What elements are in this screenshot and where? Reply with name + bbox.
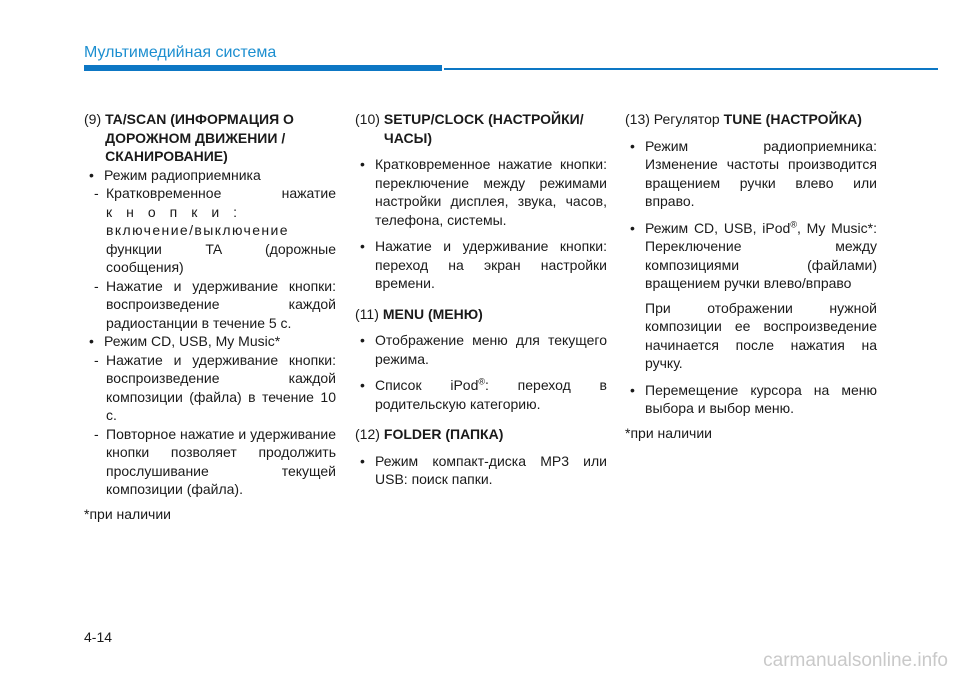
bullet-cd-usb-mode: • Режим CD, USB, My Music* (84, 332, 336, 351)
dash-hold-press-cd (84, 351, 336, 425)
bullet-menu-display: • Отображение меню для текущего режима. (355, 331, 607, 368)
heading-text: FOLDER (ПАПКА) (383, 426, 504, 442)
heading-ta-scan (84, 110, 336, 166)
dash-short-press (84, 184, 336, 277)
heading-tune (625, 110, 877, 129)
dash-text: Повторное нажатие и удерживание кнопки позволяет продолжить прослушивание текущей композиции (файла). (106, 425, 336, 497)
bullet-short-press: • Кратковременное нажатие кнопки: переключение между режимами настройки дисплея, звука, часов, телефона, системы. (355, 155, 607, 229)
heading-number: (9) (84, 111, 102, 127)
dash-text: Нажатие и удерживание кнопки: воспроизведение каждой радиостанции в течение 5 с. (106, 277, 336, 331)
footnote: *при наличии (84, 505, 171, 522)
heading-number: (11) (355, 305, 379, 322)
heading-number: (12) (355, 426, 380, 442)
heading-number: (13) Регулятор (625, 111, 720, 127)
heading-menu (355, 305, 607, 324)
watermark: carmanualsonline.info (763, 650, 948, 671)
bullet-ipod-list (355, 376, 607, 413)
footnote: *при наличии (625, 424, 712, 441)
column-3 (625, 110, 877, 442)
dash-mark: - (94, 351, 99, 368)
column-2 (355, 110, 607, 489)
dash-hold-press (84, 277, 336, 333)
dash-line: Кратковременное нажатие (106, 185, 336, 201)
registered-mark: ® (790, 218, 797, 229)
bullet-text: Список iPod (375, 377, 479, 393)
bullet-hold-press: • Нажатие и удерживание кнопки: переход на экран настройки времени. (355, 237, 607, 293)
dash-line: функции TA (дорожные сообщения) (106, 240, 336, 275)
heading-setup-clock (355, 110, 607, 147)
header-rule-thin (444, 68, 938, 70)
bullet-folder-search: • Режим компакт-диска MP3 или USB: поиск папки. (355, 452, 607, 489)
bullet-radio-mode: • Режим радиоприемника (84, 166, 336, 185)
section-title: Мультимедийная система (84, 44, 277, 61)
paragraph-playback: При отображении нужной композиции ее воспроизведение начинается после нажатия на ручку. (645, 299, 877, 371)
header-rule-thick (84, 65, 442, 71)
heading-text: SETUP/CLOCK (НАСТРОЙКИ/ЧАСЫ) (383, 111, 584, 146)
dash-mark: - (94, 425, 99, 442)
heading-text: TA/SCAN (ИНФОРМАЦИЯ О ДОРОЖНОМ ДВИЖЕНИИ /СКАНИРОВАНИЕ) (105, 111, 294, 164)
heading-folder (355, 425, 607, 444)
bullet-radio-tune: • Режим радиоприемника: Изменение частоты производится вращением ручки влево или вправо. (625, 137, 877, 211)
heading-text: TUNE (НАСТРОЙКА) (723, 111, 862, 127)
dash-line: включение/выключение (106, 222, 289, 238)
column-1 (84, 110, 336, 523)
bullet-text: : переход в родительскую категорию. (375, 377, 607, 412)
page-number: 4-14 (84, 629, 113, 645)
dash-text: Нажатие и удерживание кнопки: воспроизведение каждой композиции (файла) в течение 10 с. (106, 351, 336, 423)
dash-repeat-press (84, 425, 336, 499)
bullet-cd-usb-tune (625, 219, 877, 293)
dash-mark: - (94, 277, 99, 294)
bullet-text: Режим CD, USB, iPod (645, 219, 791, 236)
registered-mark: ® (478, 376, 486, 387)
heading-text: MENU (МЕНЮ) (382, 305, 483, 322)
bullet-text: , My Music*: Переключение между композициями (файлами) вращением ручки влево/вправо (645, 219, 878, 291)
dash-mark: - (94, 185, 99, 201)
bullet-cursor-move: • Перемещение курсора на меню выбора и выбор меню. (625, 381, 877, 418)
dash-line: кнопки: (106, 203, 252, 220)
heading-number: (10) (355, 111, 380, 127)
